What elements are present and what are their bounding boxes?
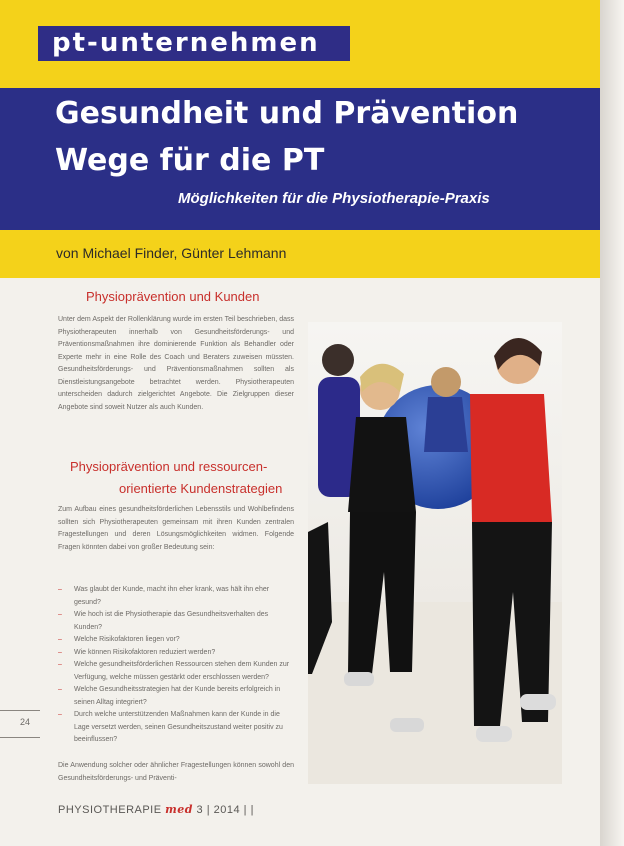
magazine-name: PHYSIOTHERAPIE	[58, 804, 162, 816]
question-text: Welche Gesundheitsstrategien hat der Kunde bereits erfolgreich in seinen Alltag integriert?	[74, 686, 281, 706]
magazine-suffix: med	[165, 803, 193, 816]
section1-heading: Physioprävention und Kunden	[86, 289, 260, 304]
section2-intro: Zum Aufbau eines gesundheitsförderlichen Lebensstils und Wohlbefindens sollten sich Physiotherapeuten gemeinsam mit ihren Kunden zentralen Fragestellungen und deren Lösungsmöglichkeiten widmen. Folgende Fragen könnten dabei von großer Bedeutung sein:	[58, 506, 294, 551]
list-dash: –	[58, 611, 62, 618]
section2-closing-text: Die Anwendung solcher oder ähnlicher Fragestellungen können sowohl den Gesundheitsförderungs- und Präventi-	[58, 762, 294, 782]
issue-info: 3 | 2014 | |	[196, 804, 254, 816]
question-text: Was glaubt der Kunde, macht ihn eher krank, was hält ihn eher gesund?	[74, 586, 270, 606]
group-exercise-photo	[308, 322, 562, 784]
list-item	[58, 609, 294, 634]
page-gutter	[600, 0, 624, 846]
question-text: Welche Risikofaktoren liegen vor?	[74, 636, 180, 643]
list-dash: –	[58, 711, 62, 718]
section2-heading-line2: orientierte Kundenstrategien	[119, 481, 283, 496]
list-item	[58, 634, 294, 647]
question-text: Welche gesundheitsförderlichen Ressourcen stehen dem Kunden zur Verfügung, welche müssen gestärkt oder erschlossen werden?	[74, 661, 290, 681]
article-title-line2: Wege für die PT	[55, 143, 325, 178]
list-item	[58, 659, 294, 684]
article-subtitle: Möglichkeiten für die Physiotherapie-Praxis	[178, 190, 490, 207]
article-authors: von Michael Finder, Günter Lehmann	[56, 245, 287, 261]
page-number: 24	[20, 717, 31, 727]
question-text: Wie hoch ist die Physiotherapie das Gesundheitsverhalten des Kunden?	[74, 611, 269, 631]
footer	[58, 803, 254, 816]
list-item	[58, 584, 294, 609]
list-dash: –	[58, 648, 62, 656]
question-text: Wie können Risikofaktoren reduziert werden?	[74, 648, 216, 656]
section2-heading-line1: Physioprävention und ressourcen-	[70, 459, 268, 474]
page-number-box	[0, 710, 40, 738]
section1-text: Unter dem Aspekt der Rollenklärung wurde im ersten Teil beschrieben, dass Physiotherapeuten innerhalb von Gesundheitsförderungs- und Präventionsmaßnahmen ihre dominierende Funktion als Behandler oder Experte mehr in eine Rolle des Coach und Beraters zuweisen müssten. Gesundheitsförderungs- und Präventionsmaßnahmen sollten als Dienstleistungsangebote betrachtet werden. Physiotherapeuten unterscheiden dadurch zielgerichtet Angebote. Die Zielgruppen dieser Angebote sind soweit Nutzer als auch Kunden.	[58, 316, 294, 411]
list-item	[58, 684, 294, 709]
question-text: Durch welche unterstützenden Maßnahmen kann der Kunde in die Lage versetzt werden, seinen Gesundheitszustand weiter positiv zu beeinflussen?	[74, 711, 283, 743]
list-dash: –	[58, 686, 62, 693]
list-item	[58, 647, 294, 660]
list-item	[58, 709, 294, 747]
section-label: pt-unternehmen	[38, 26, 350, 61]
list-dash: –	[58, 636, 62, 643]
question-list	[58, 584, 294, 747]
list-dash: –	[58, 661, 62, 668]
article-title-line1: Gesundheit und Prävention	[55, 96, 519, 131]
list-dash: –	[58, 586, 62, 593]
